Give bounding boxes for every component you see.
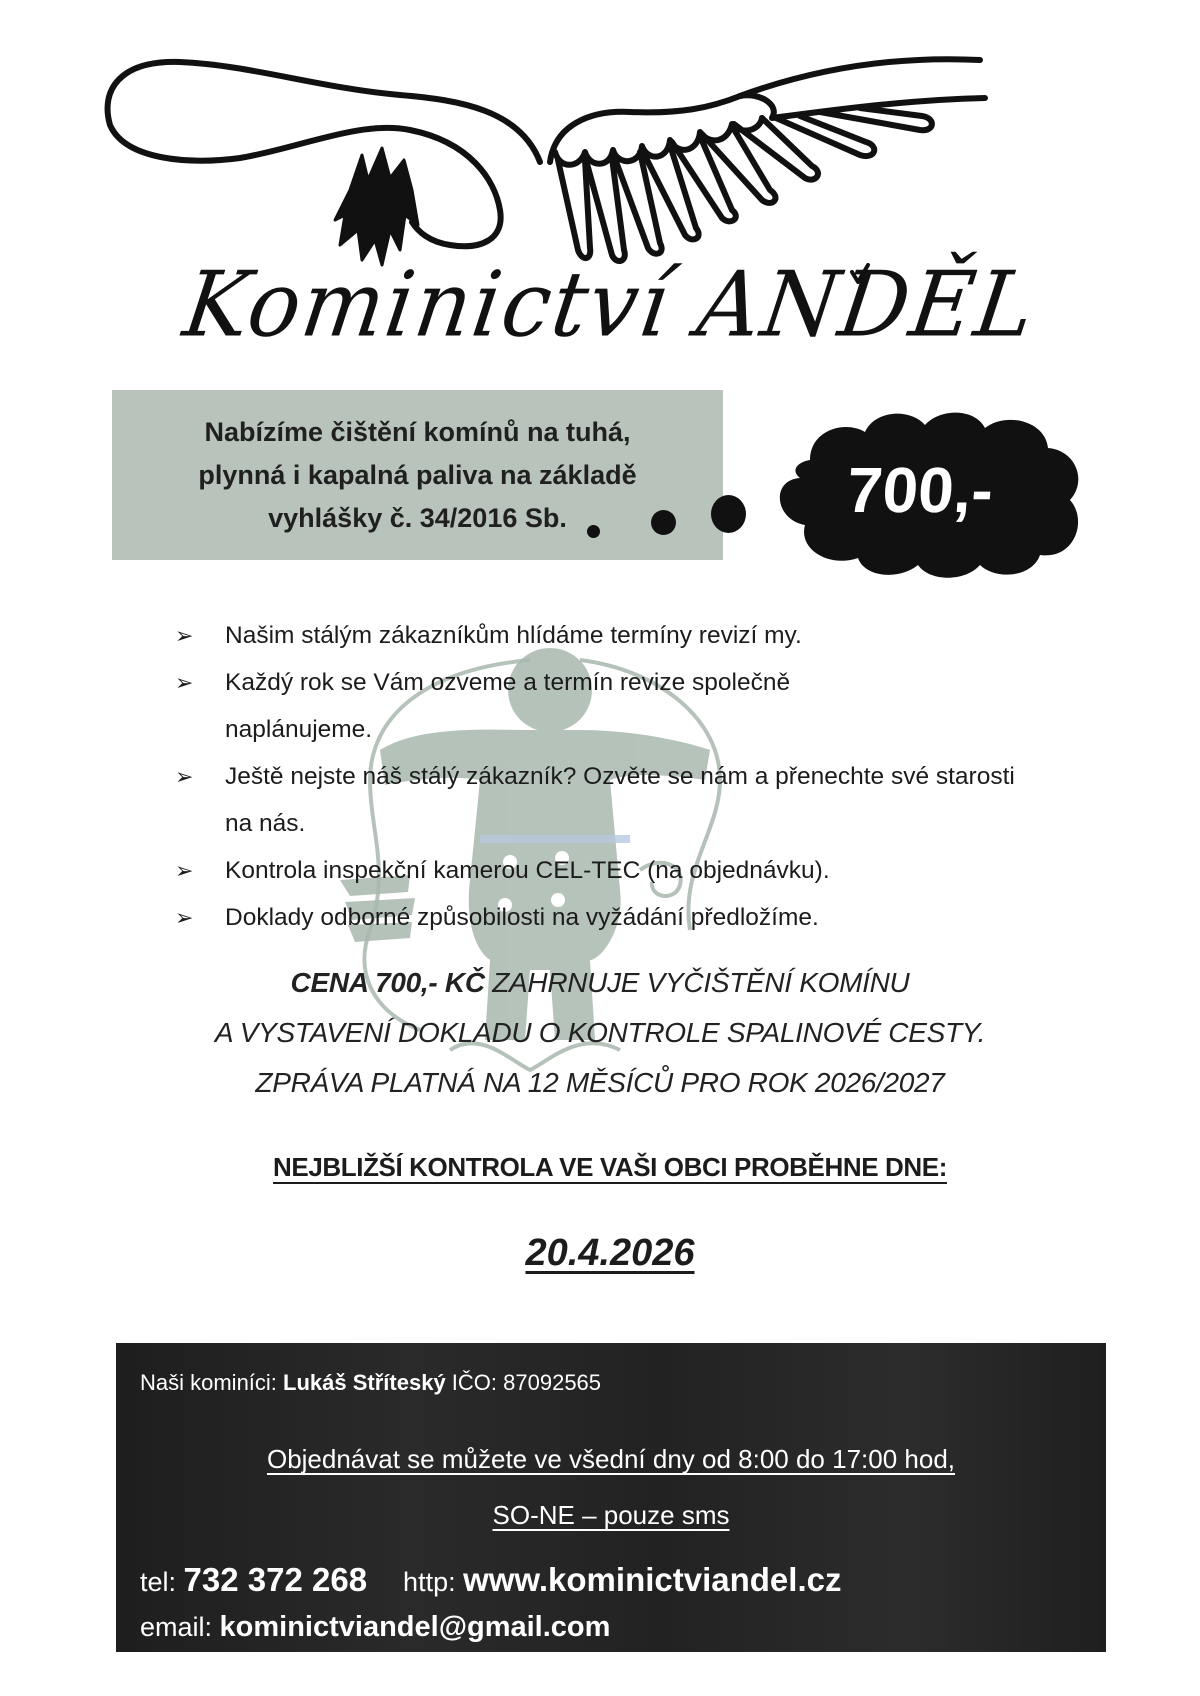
offer-line: vyhlášky č. 34/2016 Sb. [268,502,567,533]
contact-box [116,1343,1106,1652]
thought-dot-small-icon [587,525,600,538]
brand-title: Kominictví ANDĚL [177,252,1043,358]
arrowhead-bullet-icon: ➢ [175,764,194,789]
list-item [175,894,1095,941]
price-amount: CENA 700,- KČ [290,967,485,998]
website-link[interactable]: www.kominictviandel.cz [463,1561,842,1598]
offer-line: plynná i kapalná paliva na základě [198,459,637,490]
next-control-date: 20.4.2026 [525,1232,695,1274]
feature-list [175,612,1095,941]
arrowhead-bullet-icon: ➢ [175,858,194,883]
price-includes: ZAHRNUJE VYČIŠTĚNÍ KOMÍNU [484,967,910,998]
price-info-line-1 [120,958,1080,1008]
arrowhead-bullet-icon: ➢ [175,670,194,695]
offer-line: Nabízíme čištění komínů na tuhá, [204,416,631,447]
thought-dot-large-icon [711,495,746,533]
price-info-line-2: A VYSTAVENÍ DOKLADU O KONTROLE SPALINOVÉ CESTY. [214,1017,986,1048]
list-item-text: Kontrola inspekční kamerou CEL-TEC (na objednávku). [225,857,830,884]
offer-box [112,390,723,560]
chimney-sweeps-line [140,1365,601,1401]
sweeps-label: Naši kominíci: [140,1370,284,1395]
phone-number[interactable]: 732 372 268 [183,1561,368,1598]
email-link[interactable]: kominictviandel@gmail.com [219,1611,611,1643]
list-item-text: Našim stálým zákazníkům hlídáme termíny revizí my. [225,622,802,649]
arrowhead-bullet-icon: ➢ [175,905,194,930]
tel-web-line [140,1555,841,1607]
email-line [140,1605,610,1649]
list-item-text: Ještě nejste náš stálý zákazník? Ozvěte se nám a přenechte své starosti na nás. [225,763,1015,837]
list-item [175,659,1095,753]
tel-label: tel: [140,1567,184,1597]
next-control-heading: NEJBLIŽŠÍ KONTROLA VE VAŠI OBCI PROBĚHNE DNE: [273,1152,947,1182]
list-item [175,753,1095,847]
sweep-name: Lukáš Stříteský [283,1370,446,1395]
price-cloud-label: 700,- [844,454,996,526]
thought-dot-medium-icon [651,510,676,535]
price-info-line-3: ZPRÁVA PLATNÁ NA 12 MĚSÍCŮ PRO ROK 2026/2027 [255,1067,945,1098]
list-item [175,612,1095,659]
email-label: email: [140,1612,220,1642]
ico-value: 87092565 [503,1370,602,1395]
list-item-text: Každý rok se Vám ozveme a termín revize společně naplánujeme. [225,669,791,743]
weekend-sms-note: SO-NE – pouze sms [492,1500,730,1530]
list-item [175,847,1095,894]
arrowhead-bullet-icon: ➢ [175,623,194,648]
price-info [120,958,1080,1108]
ico-label: IČO: [445,1370,504,1395]
web-label: http: [403,1567,464,1597]
order-hours: Objednávat se můžete ve všední dny od 8:00 do 17:00 hod, [266,1444,956,1474]
list-item-text: Doklady odborné způsobilosti na vyžádání předložíme. [225,904,819,931]
